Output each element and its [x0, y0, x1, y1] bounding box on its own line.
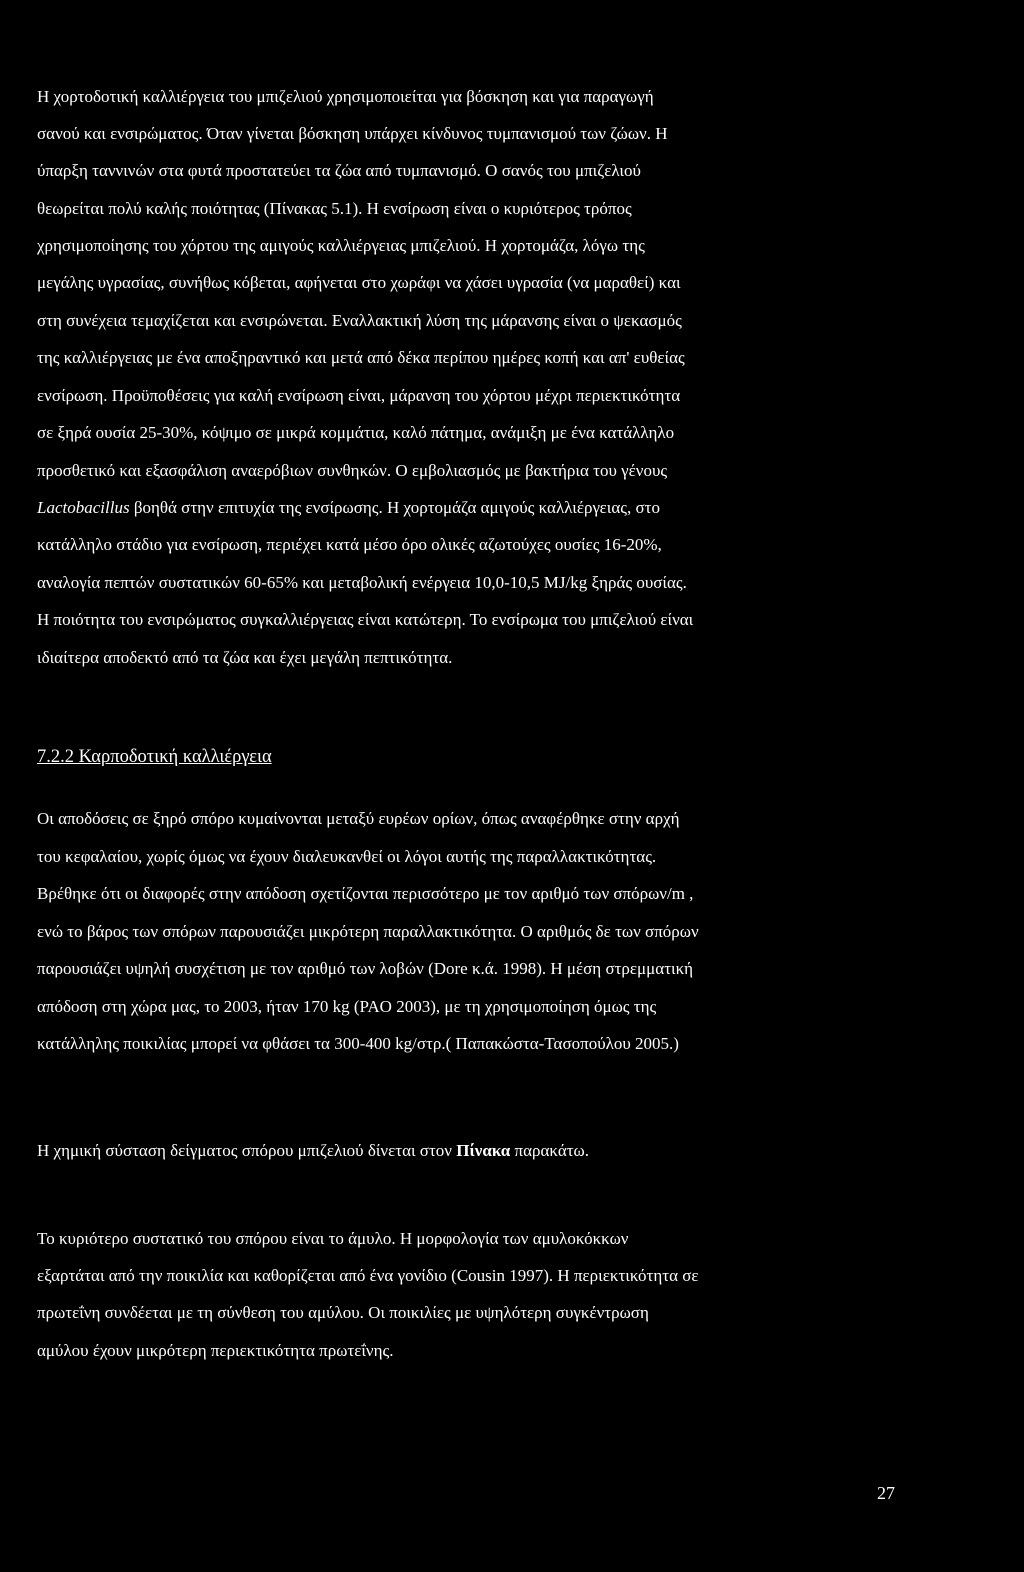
text-line: αναλογία πεπτών συστατικών 60-65% και μεταβολική ενέργεια 10,0-10,5 MJ/kg ξηράς ουσίας.: [37, 573, 687, 592]
text-span: Η χημική σύσταση δείγματος σπόρου μπιζελιού δίνεται στον: [37, 1141, 457, 1160]
text-line: μεγάλης υγρασίας, συνήθως κόβεται, αφήνεται στο χωράφι να χάσει υγρασία (να μαραθεί) και: [37, 273, 681, 292]
text-line: της καλλιέργειας με ένα αποξηραντικό και μετά από δέκα περίπου ημέρες κοπή και απ' ευθείας: [37, 348, 685, 367]
text-line: [37, 497, 660, 519]
text-line: Οι αποδόσεις σε ξηρό σπόρο κυμαίνονται μεταξύ ευρέων ορίων, όπως αναφέρθηκε στην αρχή: [37, 809, 680, 828]
text-line: σανού και ενσιρώματος. Όταν γίνεται βόσκηση υπάρχει κίνδυνος τυμπανισμού των ζώων. Η: [37, 124, 668, 143]
page-number: 27: [877, 1483, 895, 1503]
text-line: θεωρείται πολύ καλής ποιότητας (Πίνακας 5.1). Η ενσίρωση είναι ο κυριότερος τρόπος: [37, 199, 632, 218]
text-line: αμύλου έχουν μικρότερη περιεκτικότητα πρωτεΐνης.: [37, 1341, 394, 1360]
text-line: Το κυριότερο συστατικό του σπόρου είναι το άμυλο. Η μορφολογία των αμυλοκόκκων: [37, 1229, 629, 1248]
text-line: προσθετικό και εξασφάλιση αναερόβιων συνθηκών. Ο εμβολιασμός με βακτήρια του γένους: [37, 461, 668, 480]
text-line: κατάλληλης ποικιλίας μπορεί να φθάσει τα 300-400 kg/στρ.( Παπακώστα-Τασοπούλου 2005.): [37, 1034, 679, 1053]
genus-name: Lactobacillus: [37, 498, 130, 517]
text-line: παρουσιάζει υψηλή συσχέτιση με τον αριθμό των λοβών (Dore κ.ά. 1998). Η μέση στρεμματική: [37, 959, 694, 978]
text-line: απόδοση στη χώρα μας, το 2003, ήταν 170 kg (PAO 2003), με τη χρησιμοποίηση όμως της: [37, 997, 657, 1016]
text-span: παρακάτω.: [510, 1141, 589, 1160]
text-line: Η ποιότητα του ενσιρώματος συγκαλλιέργειας είναι κατώτερη. Το ενσίρωμα του μπιζελιού είναι: [37, 610, 694, 629]
text-line: σε ξηρά ουσία 25-30%, κόψιμο σε μικρά κομμάτια, καλό πάτημα, ανάμιξη με ένα κατάλληλο: [37, 423, 675, 442]
text-line: χρησιμοποίησης του χόρτου της αμιγούς καλλιέργειας μπιζελιού. Η χορτομάζα, λόγω της: [37, 236, 645, 255]
text-line: στη συνέχεια τεμαχίζεται και ενσιρώνεται. Εναλλακτική λύση της μάρανσης είναι ο ψεκασμός: [37, 311, 682, 330]
paragraph-chemical-composition: [37, 1140, 589, 1162]
text-line: του κεφαλαίου, χωρίς όμως να έχουν διαλευκανθεί οι λόγοι αυτής της παραλλακτικότητας.: [37, 847, 657, 866]
table-reference: Πίνακα: [456, 1141, 511, 1160]
text-line: ενώ το βάρος των σπόρων παρουσιάζει μικρότερη παραλλακτικότητα. Ο αριθμός δε των σπόρων: [37, 922, 699, 941]
text-line: ιδιαίτερα αποδεκτό από τα ζώα και έχει μεγάλη πεπτικότητα.: [37, 648, 453, 667]
text-span: βοηθά στην επιτυχία της ενσίρωσης. Η χορτομάζα αμιγούς καλλιέργειας, στο: [129, 498, 661, 517]
text-line: εξαρτάται από την ποικιλία και καθορίζεται από ένα γονίδιο (Cousin 1997). Η περιεκτικότητα σε: [37, 1266, 699, 1285]
text-line: κατάλληλο στάδιο για ενσίρωση, περιέχει κατά μέσο όρο ολικές αζωτούχες ουσίες 16-20%,: [37, 535, 662, 554]
text-line: ενσίρωση. Προϋποθέσεις για καλή ενσίρωση είναι, μάρανση του χόρτου μέχρι περιεκτικότητα: [37, 386, 681, 405]
text-line: ύπαρξη ταννινών στα φυτά προστατεύει τα ζώα από τυμπανισμό. Ο σανός του μπιζελιού: [37, 161, 641, 180]
text-line: Η χορτοδοτική καλλιέργεια του μπιζελιού χρησιμοποιείται για βόσκηση και για παραγωγή: [37, 87, 654, 106]
section-heading: 7.2.2 Καρποδοτική καλλιέργεια: [37, 747, 272, 767]
text-line: Βρέθηκε ότι οι διαφορές στην απόδοση σχετίζονται περισσότερο με τον αριθμό των σπόρων/m ,: [37, 884, 694, 903]
text-line: πρωτεΐνη συνδέεται με τη σύνθεση του αμύλου. Οι ποικιλίες με υψηλότερη συγκέντρωση: [37, 1303, 649, 1322]
